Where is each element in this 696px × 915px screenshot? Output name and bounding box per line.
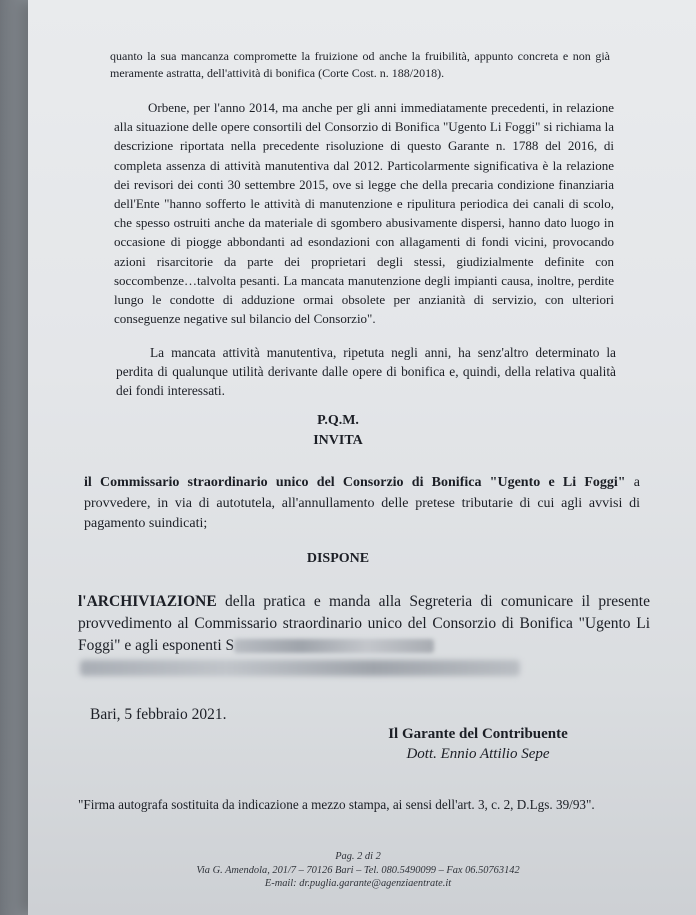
- paragraph-mancata: [116, 343, 616, 400]
- paragraph-continuation: quanto la sua mancanza compromette la fruizione od anche la fruibilità, appunto concreta e non già meramente astratta, dell'attività di bonifica (Corte Cost. n. 188/2018).: [110, 49, 610, 80]
- document-date: Bari, 5 febbraio 2021.: [90, 706, 227, 723]
- heading-invita: INVITA: [313, 433, 363, 448]
- page-footer: [168, 850, 548, 891]
- signatory-title: Il Garante del Contribuente: [388, 726, 568, 742]
- signature-note: "Firma autografa sostituita da indicazione a mezzo stampa, ai sensi dell'art. 3, c. 2, D.Lgs. 39/93".: [78, 797, 595, 812]
- redacted-line: [80, 660, 520, 676]
- redacted-names: [234, 639, 434, 653]
- paragraph-invita: [84, 473, 640, 535]
- paragraph-mancata-text: La mancata attività manutentiva, ripetuta negli anni, ha senz'altro determinato la perdita di qualunque utilità derivante dalle opere di bonifica e, quindi, della relativa qualità dei fondi interessati.: [116, 345, 616, 398]
- document-page: [28, 0, 696, 915]
- heading-pqm: P.Q.M.: [317, 413, 359, 428]
- paragraph-dispone: [78, 591, 650, 657]
- footer-page-number: Pag. 2 di 2: [335, 851, 381, 862]
- footer-address: Via G. Amendola, 201/7 – 70126 Bari – Tel. 080.5490099 – Fax 06.50763142: [196, 864, 520, 876]
- heading-dispone: DISPONE: [306, 551, 370, 566]
- paragraph-orbene: [114, 98, 614, 328]
- signatory-name: Dott. Ennio Attilio Sepe: [406, 746, 550, 762]
- dispone-archiviazione: l'ARCHIVIAZIONE: [78, 593, 217, 610]
- signature-block: [358, 724, 598, 764]
- invita-text: a provvedere, in via di autotutela, all'annullamento delle pretese tributarie di cui agli avvisi di pagamento suindicati;: [84, 475, 641, 531]
- dispone-text: della pratica e manda alla Segreteria di comunicare il presente provvedimento al Commissario straordinario unico del Consorzio di Bonifica "Ugento Li Foggi" e agli esponenti S: [78, 593, 650, 654]
- invita-recipient: il Commissario straordinario unico del Consorzio di Bonifica "Ugento e Li Foggi": [84, 475, 626, 490]
- footer-email: E-mail: dr.puglia.garante@agenziaentrate.it: [264, 878, 452, 889]
- paragraph-orbene-text: Orbene, per l'anno 2014, ma anche per gli anni immediatamente precedenti, in relazione alla situazione delle opere consortili del Consorzio di Bonifica "Ugento Li Foggi" si richiama la descrizione riportata nella precedente risoluzione di questo Garante n. 1788 del 2016, di completa assenza di attività manutentiva dal 2012. Particolarmente significativa è la relazione dei revisori dei conti 30 settembre 2015, ove si legge che della precaria condizione finanziaria dell'Ente "hanno sofferto le attività di manutenzione e ripulitura periodica dei canali di scolo, che spesso ostruiti anche da materiale di sgombero abusivamente dispersi, hanno dato luogo in occasione di piogge abbondanti ad esondazioni con allagamenti di fondi vicini, provocando azioni risarcitorie da parte dei proprietari degli stessi, giudizialmente definite con soccombenze…talvolta pesanti. La mancata manutenzione degli impianti causa, inoltre, perdite lungo le condotte di adduzione ormai obsolete per anzianità di servizio, con ulteriori conseguenze negative sul bilancio del Consorzio".: [114, 100, 614, 327]
